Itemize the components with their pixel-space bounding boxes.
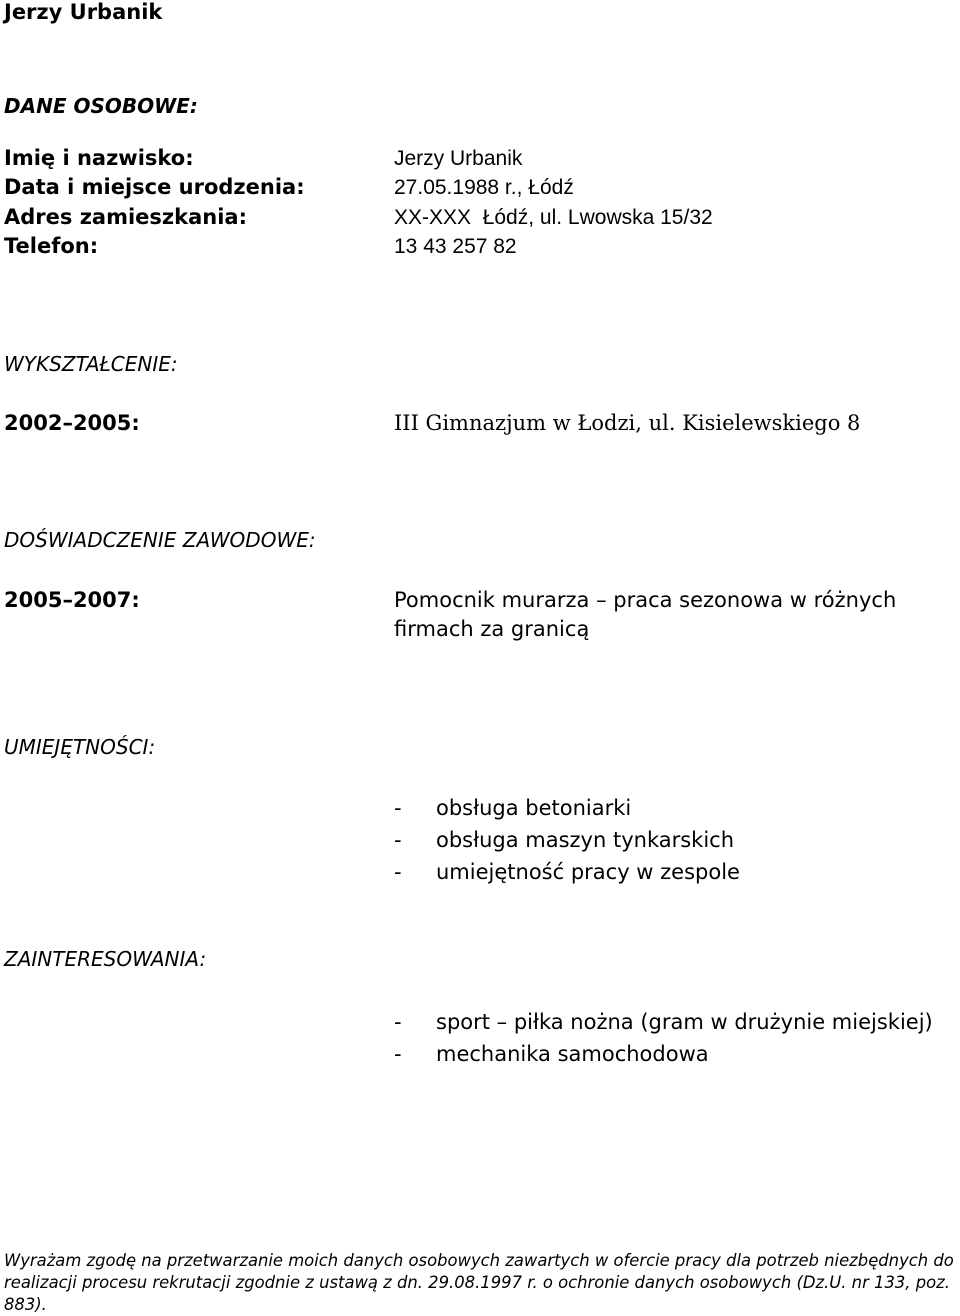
experience-line-2: firmach za granicą — [394, 617, 590, 641]
experience-period: 2005–2007: — [4, 588, 140, 612]
section-heading-experience: DOŚWIADCZENIE ZAWODOWE: — [4, 528, 316, 552]
value-address: XX-XXX Łódź, ul. Lwowska 15/32 — [394, 206, 713, 229]
value-birth: 27.05.1988 r., Łódź — [394, 176, 574, 199]
section-heading-education: WYKSZTAŁCENIE: — [4, 352, 178, 376]
label-address: Adres zamieszkania: — [4, 205, 247, 229]
section-heading-interests: ZAINTERESOWANIA: — [4, 947, 207, 971]
bullet-dash: - — [394, 796, 402, 820]
label-name: Imię i nazwisko: — [4, 146, 194, 170]
value-name: Jerzy Urbanik — [394, 147, 523, 170]
interest-item: sport – piłka nożna (gram w drużynie miejskiej) — [436, 1010, 933, 1034]
bullet-dash: - — [394, 860, 402, 884]
label-phone: Telefon: — [4, 234, 99, 258]
skill-item: umiejętność pracy w zespole — [436, 860, 740, 884]
experience-line-1: Pomocnik murarza – praca sezonowa w różnych — [394, 588, 897, 612]
education-description-text: III Gimnazjum w Łodzi, ul. Kisielewskiego 8 — [394, 411, 861, 435]
value-phone: 13 43 257 82 — [394, 235, 517, 258]
section-heading-personal: DANE OSOBOWE: — [4, 94, 198, 118]
education-description — [394, 413, 860, 434]
education-period: 2002–2005: — [4, 411, 140, 435]
page-title: Jerzy Urbanik — [4, 0, 163, 24]
interest-item: mechanika samochodowa — [436, 1042, 709, 1066]
section-heading-skills: UMIEJĘTNOŚCI: — [4, 735, 156, 759]
consent-clause: Wyrażam zgodę na przetwarzanie moich danych osobowych zawartych w ofercie pracy dla potrzeb niezbędnych do realizacji procesu rekrutacji zgodnie z ustawą z dn. 29.08.1997 r. o ochronie danych osobowych (Dz.U. nr 133, poz. 883). — [4, 1251, 954, 1314]
bullet-dash: - — [394, 1042, 402, 1066]
bullet-dash: - — [394, 1010, 402, 1034]
skill-item: obsługa maszyn tynkarskich — [436, 828, 735, 852]
bullet-dash: - — [394, 828, 402, 852]
skill-item: obsługa betoniarki — [436, 796, 632, 820]
label-birth: Data i miejsce urodzenia: — [4, 175, 305, 199]
